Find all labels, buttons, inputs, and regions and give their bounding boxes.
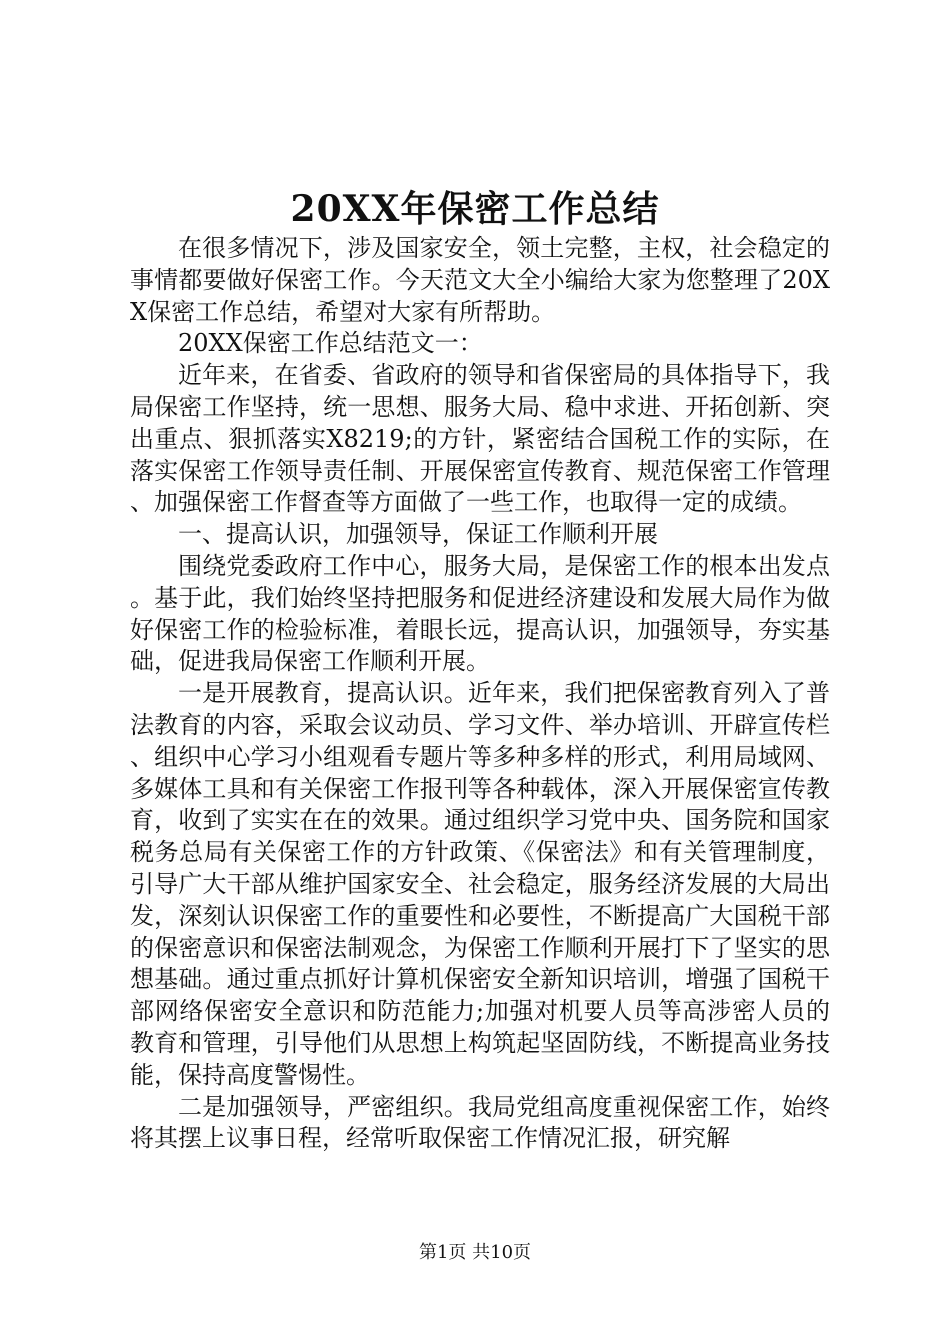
paragraph-section-1: 围绕党委政府工作中心，服务大局，是保密工作的根本出发点。基于此，我们始终坚持把服务和促进经济建设和发展大局作为做好保密工作的检验标准，着眼长远，提高认识，加强领导，夯实基础，促进我局保密工作顺利开展。 [130, 551, 830, 676]
document-title: 20XX年保密工作总结 [290, 188, 660, 230]
document-body [130, 233, 830, 1155]
section-heading-1: 一、提高认识，加强领导，保证工作顺利开展 [178, 520, 658, 549]
page-footer: 第1页 共10页 [418, 1242, 532, 1263]
paragraph-education: 一是开展教育，提高认识。近年来，我们把保密教育列入了普法教育的内容，采取会议动员、学习文件、举办培训、开辟宣传栏、组织中心学习小组观看专题片等多种多样的形式，利用局域网、多媒体工具和有关保密工作报刊等各种载体，深入开展保密宣传教育，收到了实实在在的效果。通过组织学习党中央、国务院和国家税务总局有关保密工作的方针政策、《保密法》和有关管理制度，引导广大干部从维护国家安全、社会稳定，服务经济发展的大局出发，深刻认识保密工作的重要性和必要性，不断提高广大国税干部的保密意识和保密法制观念，为保密工作顺利开展打下了坚实的思想基础。通过重点抓好计算机保密安全新知识培训，增强了国税干部网络保密安全意识和防范能力;加强对机要人员等高涉密人员的教育和管理，引导他们从思想上构筑起坚固防线，不断提高业务技能，保持高度警惕性。 [130, 679, 830, 1089]
paragraph-sample-heading: 20XX保密工作总结范文一： [178, 329, 483, 358]
paragraph-overview: 近年来，在省委、省政府的领导和省保密局的具体指导下，我局保密工作坚持，统一思想、服务大局、稳中求进、开拓创新、突出重点、狠抓落实X8219;的方针，紧密结合国税工作的实际，在落实保密工作领导责任制、开展保密宣传教育、规范保密工作管理、加强保密工作督查等方面做了一些工作，也取得一定的成绩。 [130, 361, 830, 517]
paragraph-intro: 在很多情况下，涉及国家安全，领土完整，主权，社会稳定的事情都要做好保密工作。今天范文大全小编给大家为您整理了20XX保密工作总结，希望对大家有所帮助。 [130, 234, 830, 326]
paragraph-leadership: 二是加强领导，严密组织。我局党组高度重视保密工作，始终将其摆上议事日程，经常听取保密工作情况汇报，研究解 [130, 1092, 830, 1153]
